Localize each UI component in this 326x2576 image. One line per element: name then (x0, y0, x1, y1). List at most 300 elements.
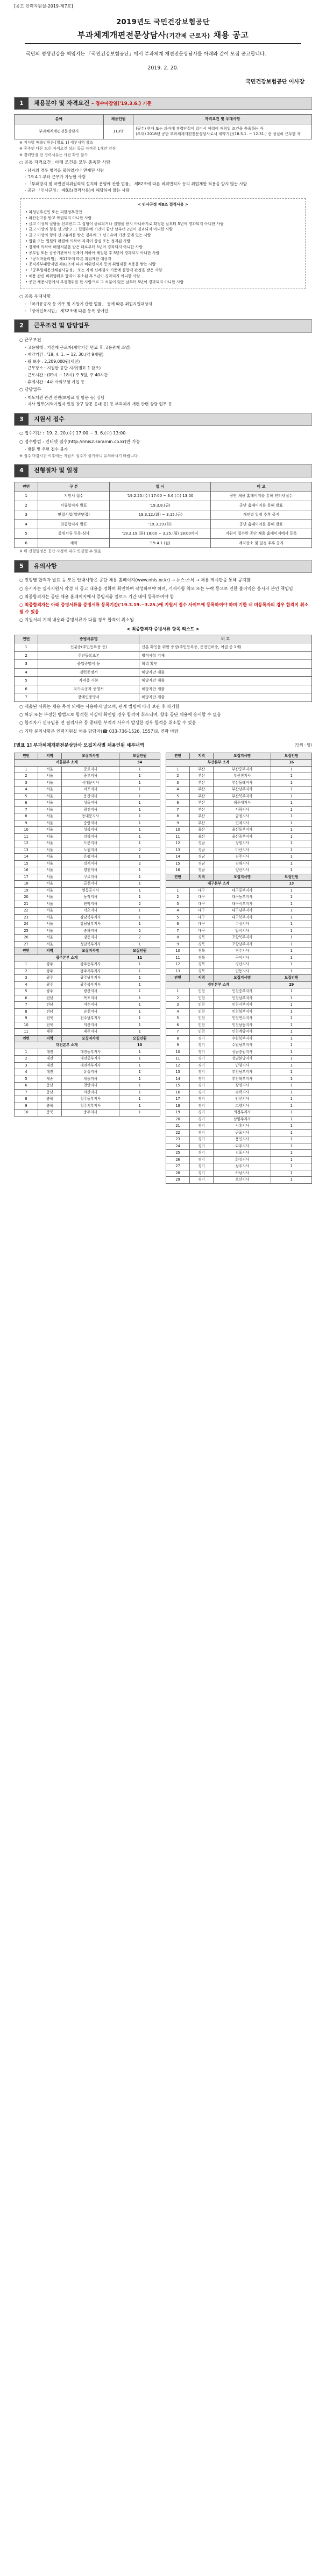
annex-header-row (166, 874, 312, 881)
table-row (166, 1042, 312, 1049)
disq-item: • 파산선고를 받고 복권되지 아니한 사람 (25, 215, 92, 220)
col-header: 모집지사명 (214, 753, 271, 760)
condition-item: - 고용형태 : 기간제 근로자(계약기간 만료 후 고용관계 소멸) (25, 345, 131, 350)
cell: 1 (15, 643, 38, 652)
cell: 15 (166, 860, 190, 867)
title-part-a: 부과체계개편전문상담사 (77, 30, 166, 40)
cell: 21 (15, 901, 38, 908)
table-row (166, 813, 312, 820)
cell: 1 (119, 1110, 160, 1117)
cell: 부산북부지사 (214, 793, 271, 800)
cell: 1 (271, 820, 312, 827)
annex-subtotal-row (15, 1042, 160, 1049)
cell: 여수지사 (62, 1002, 119, 1009)
cell: 20 (15, 894, 38, 901)
cell: 청주서부지사 (62, 1103, 119, 1110)
cell: 계약장소 및 일정 추후 공지 (210, 538, 311, 548)
cell: 중랑지사 (62, 820, 119, 827)
disq-item: • 피성년후견인 또는 피한정후견인 (25, 209, 82, 214)
doc-table (14, 635, 312, 702)
disq-title: < 인사규정 제8조 결격사유 > (138, 202, 188, 207)
caution-item: ○ 지원서의 기재 내용과 증빙서류가 다를 경우 합격이 취소됨 (19, 617, 134, 623)
cell: 부산 (190, 787, 214, 794)
table-row (166, 840, 312, 847)
cell: 아산지사 (62, 1089, 119, 1096)
duty-item: - 지사 업무(지역가입자 민원 창구 방문 응대 등) 등 부과체계 개편 관련 상담 업무 등 (25, 402, 172, 407)
cell: 연제지사 (214, 820, 271, 827)
disq-item: • 「공직자윤리법」 제17조에 따른 취업제한 대상자 (25, 256, 111, 261)
table-row (166, 887, 312, 894)
cell: 1 (119, 941, 160, 948)
table-row (166, 1029, 312, 1036)
cell: 2 (166, 894, 190, 901)
table-row (15, 766, 160, 773)
cell: 도봉지사 (62, 840, 119, 847)
cell: 김해지사 (214, 860, 271, 867)
table-row (166, 847, 312, 854)
cell: 26 (166, 1156, 190, 1163)
table-row (166, 1008, 312, 1015)
cell: 1 (271, 914, 312, 921)
cell: 경북 (190, 941, 214, 948)
cell: 2 (119, 935, 160, 942)
pref-item: - 「장애인복지법」 제32조에 따른 등록 장애인 (25, 308, 109, 313)
subtotal-count: 11 (119, 954, 160, 961)
cell: 인천남부지사 (214, 995, 271, 1002)
cell: 8 (15, 1008, 38, 1015)
table-row (166, 1136, 312, 1143)
cell: 노원지사 (62, 847, 119, 854)
cell: 1 (271, 813, 312, 820)
cell: 광주 (38, 968, 62, 975)
cell: 면접시험(일반면접) (38, 510, 110, 520)
table-row (166, 901, 312, 908)
cell: 1 (119, 806, 160, 813)
table-row (15, 1049, 160, 1056)
table-row (166, 914, 312, 921)
table-row (15, 881, 160, 888)
cell: 10 (166, 948, 190, 955)
cell: 인천중부지사 (214, 988, 271, 995)
cell: 1 (271, 887, 312, 894)
table-row (15, 1022, 160, 1029)
cell: 5 (15, 677, 38, 685)
table-row (15, 538, 312, 548)
table-row (166, 766, 312, 773)
condition-item: - 계약기간 : '19. 4. 1. ~ 12. 30.(약 9개월) (25, 352, 104, 357)
table-row (166, 1015, 312, 1022)
disq-item: • 채용 관련 비위행위로 합격이 취소된 후 5년이 경과되지 아니한 사람 (25, 274, 140, 279)
cell: 광진지사 (62, 806, 119, 813)
cell: 1 (271, 1150, 312, 1157)
col-header: 연번 (15, 753, 38, 760)
cell: 1 (271, 773, 312, 780)
cell: 1 (271, 766, 312, 773)
cell: 서울 (38, 766, 62, 773)
table-row (166, 867, 312, 874)
table-row (166, 820, 312, 827)
cell: 성동지사 (62, 800, 119, 807)
cell: 1 (271, 995, 312, 1002)
cell: 5 (166, 1015, 190, 1022)
cell: 3 (166, 1002, 190, 1009)
cell: 2 (15, 968, 38, 975)
cell: 1 (271, 1015, 312, 1022)
annex-subtotal-row (15, 760, 160, 767)
cell: 부천남부지사 (214, 1069, 271, 1076)
cell: 11 (166, 954, 190, 961)
cell: 1 (119, 894, 160, 901)
cell: 오산지사 (214, 1177, 271, 1184)
annex-subtotal-row (166, 881, 312, 888)
col-header: 모집인원 (119, 753, 160, 760)
disq-item: • 징계에 의하여 해임처분을 받은 때로부터 5년이 경과되지 아니한 사람 (25, 244, 143, 249)
cell: 경기 (190, 1096, 214, 1103)
cell: 9 (166, 820, 190, 827)
subtotal-count: 16 (271, 760, 312, 767)
cell: 금천지사 (62, 881, 119, 888)
section-title (29, 97, 311, 110)
cell: 2 (119, 901, 160, 908)
caution-after: ○ 합격자가 신규임용 전 결격사유 등 중대한 부적격 사유가 발생한 경우 합격을 취소할 수 있음 (19, 720, 196, 726)
schedule-table (14, 482, 312, 549)
col-header: 지역 (190, 874, 214, 881)
cell: 광명지사 (214, 1083, 271, 1090)
table-row (166, 1062, 312, 1069)
cell: 부천북부지사 (214, 1076, 271, 1083)
title-part-b: (기간제 근로자) (166, 32, 210, 39)
cell: 최종합격자 발표 (38, 520, 110, 529)
col-header: 연번 (15, 1035, 38, 1042)
annex-header-row (15, 948, 160, 955)
cell: 25 (166, 1150, 190, 1157)
conditions-title: ○ 근무조건 (19, 337, 41, 342)
cell: 3 (15, 975, 38, 982)
cell: 충북 (38, 1110, 62, 1117)
cell: 1 (119, 1103, 160, 1110)
cell: 4 (166, 787, 190, 794)
table-row (15, 685, 312, 693)
cell: 서울 (38, 874, 62, 881)
cell: 1 (119, 840, 160, 847)
cell: 지원서 접수한 공단 채용 홈페이지에서 등록 (210, 529, 311, 539)
subtotal-count: 13 (271, 881, 312, 888)
cell: 경산지사 (214, 961, 271, 968)
col-header: 일 시 (109, 482, 210, 492)
apply-note: ※ 접수 마감시간 이후에는 지원서 접수가 불가하니 유의하시기 바랍니다. (19, 453, 139, 458)
cell: 학력 확인 (139, 660, 312, 669)
table-row (166, 1110, 312, 1117)
cell: 주민등록초본 (38, 651, 139, 660)
cell: 9 (15, 1015, 38, 1022)
annex-subtotal-row (166, 981, 312, 988)
disq-item: • 금고 이상의 형을 선고받고 그 집행유예 기간이 끝난 날부터 2년이 경과되지 아니한 사람 (25, 227, 173, 232)
cell: 충북 (38, 1096, 62, 1103)
col-header: 자격요건 및 우대사항 (133, 115, 312, 124)
cell: 8 (166, 813, 190, 820)
cell: 경기 (190, 1035, 214, 1042)
cell: 서울 (38, 935, 62, 942)
table-row (15, 908, 160, 915)
cell: 1 (271, 840, 312, 847)
condition-item: - 근무장소 : 지원한 공단 지사(별표 1 참조) (25, 366, 101, 371)
cell: 5 (15, 1076, 38, 1083)
cell: 파주지사 (214, 1143, 271, 1150)
cell: 해운대지사 (214, 800, 271, 807)
cell: '19.3.8.(금) (109, 501, 210, 510)
disq-item: • 법률 또는 법원의 판결에 의하여 자격이 상실 또는 정지된 사람 (25, 239, 131, 244)
section-5-header (14, 560, 312, 573)
cell: 12 (166, 840, 190, 847)
cell: 20 (166, 1116, 190, 1123)
cell: 2 (119, 860, 160, 867)
cell: 10 (15, 1022, 38, 1029)
cell: 6 (166, 1022, 190, 1029)
cell: 11 (15, 833, 38, 840)
table-row (15, 928, 160, 935)
cell: 1 (119, 766, 160, 773)
caution-item: ○ 전형별 합격자 발표 등 모든 안내사항은 공단 채용 홈페이지(www.nhis.or.kr) → 뉴스·소식 → 채용 게시판을 통해 공지함 (19, 578, 251, 583)
table-row (166, 1177, 312, 1184)
cell: 1 (119, 787, 160, 794)
title-part-c: 채용 공고 (213, 30, 249, 40)
cell: 부산남부지사 (214, 787, 271, 794)
cell: 울산 (190, 827, 214, 834)
cell: 1 (15, 766, 38, 773)
cell: 1 (119, 833, 160, 840)
cell: 부산 (190, 793, 214, 800)
table-row (15, 860, 160, 867)
table-row (15, 651, 312, 660)
subtotal-label: 경인본부 소계 (166, 981, 271, 988)
cell: 중부지사 (62, 773, 119, 780)
table-row (166, 1103, 312, 1110)
cell: '19.3.19.(화) 18:00 ~ 3.25.(월) 18:00까지 (109, 529, 210, 539)
cell: 수원남부지사 (214, 1042, 271, 1049)
table-row (15, 1103, 160, 1110)
table-row (15, 941, 160, 948)
col-header: 연번 (166, 975, 190, 982)
disq-item: • 금고 이상의 실형을 선고받고 그 집행이 종료되거나 집행을 받지 아니하기로 확정된 날부터 5년이 경과되지 아니한 사람 (25, 221, 224, 226)
cell: 대구중부지사 (214, 887, 271, 894)
cell: 마산지사 (214, 847, 271, 854)
section-number: 3 (15, 413, 29, 426)
table-row (166, 1076, 312, 1083)
cell: 경기 (190, 1083, 214, 1090)
cell: 1 (271, 1062, 312, 1069)
cell: 1 (271, 1170, 312, 1177)
caution-item: ○ 최종합격자는 아래 증빙서류를 증빙서류 등록기간('19.3.19.~3.25.)에 지원서 접수 사이트에 등록하여야 하며 기한 내 미등록자의 경우 합격이 취소될 수 있음 (19, 602, 309, 614)
cell: 경기 (190, 1143, 214, 1150)
cell: 광주동부지사 (62, 961, 119, 968)
cell: 5 (15, 988, 38, 995)
table-row (15, 840, 160, 847)
annex-left-table (14, 753, 160, 1117)
cell: 부산 (190, 806, 214, 813)
cell: '19.3.19.(화) (109, 520, 210, 529)
cell: 부산중부지사 (214, 766, 271, 773)
duty-title: ○ 담당업무 (19, 387, 41, 392)
section-title: 지원서 접수 (29, 413, 311, 426)
table-row (166, 1002, 312, 1009)
cell: 1 (271, 1002, 312, 1009)
cell: 해당자만 제출 (139, 685, 312, 693)
cell: 서울 (38, 860, 62, 867)
cell: 전남 (38, 1002, 62, 1009)
cell: '19.4.1.(월) (109, 538, 210, 548)
cell: 1 (271, 847, 312, 854)
cell: 동작지사 (62, 894, 119, 901)
table-row (15, 1096, 160, 1103)
cell: 자격증 사본 (38, 677, 139, 685)
cell: 경북 (190, 968, 214, 975)
table-row (166, 968, 312, 975)
cell: 수원북부지사 (214, 1035, 271, 1042)
cell: 14 (166, 854, 190, 861)
table-row (166, 1049, 312, 1056)
cell: '19.2.20.(수) 17:00 ~ 3.6.(수) 13:00 (109, 492, 210, 501)
section-title: 근무조건 및 담당업무 (29, 320, 311, 332)
cell: 구미지사 (214, 954, 271, 961)
section-subtitle: – 접수마감일('19.3.6.) 기준 (91, 101, 152, 107)
table-row (15, 874, 160, 881)
annex-header-row (15, 753, 160, 760)
cell: 1 (271, 1042, 312, 1049)
table-row (166, 1035, 312, 1042)
section-number: 5 (15, 560, 29, 573)
cell: 27 (166, 1163, 190, 1170)
cell: 3 (15, 660, 38, 669)
subtotal-count: 34 (119, 760, 160, 767)
cell: 경기 (190, 1110, 214, 1117)
table-row (166, 1170, 312, 1177)
cell: 6 (166, 800, 190, 807)
cell: 공단 홈페이지를 통해 발표 (210, 501, 311, 510)
cell: 21 (166, 1123, 190, 1130)
cell: 1 (271, 908, 312, 915)
recruit-field-table (14, 114, 312, 139)
cell: 대구 (190, 921, 214, 928)
section-3-header (14, 413, 312, 426)
col-header: 모집인원 (119, 1035, 160, 1042)
cell: 4 (166, 1008, 190, 1015)
cell: 부산 (190, 766, 214, 773)
table-row (15, 935, 160, 942)
title-rule (25, 43, 301, 44)
table-row (15, 1089, 160, 1096)
disq-item: • 공직자부패방지법 제82조에 따라 비위면직자 등의 취업제한 적용을 받는 사람 (25, 262, 156, 267)
cell: 수성지사 (214, 921, 271, 928)
cell: 10 (15, 1110, 38, 1117)
subtotal-count: 10 (119, 1042, 160, 1049)
cell: 성남북부지사 (62, 941, 119, 948)
col-header: 모집지사명 (62, 948, 119, 955)
table-row (166, 1096, 312, 1103)
col-header: 증빙서류명 (38, 635, 139, 643)
cell: 경남 (190, 854, 214, 861)
cell: 1 (271, 780, 312, 787)
cell: 24 (166, 1143, 190, 1150)
section-title: 전형절차 및 일정 (29, 465, 311, 477)
cell: 구로지사 (62, 874, 119, 881)
cell: 서울 (38, 847, 62, 854)
cell: 익산지사 (62, 1022, 119, 1029)
table-row (15, 894, 160, 901)
cell: 부산 (190, 773, 214, 780)
cell: 강남북부지사 (62, 914, 119, 921)
cell: 화성지사 (214, 1156, 271, 1163)
cell: 1 (271, 1049, 312, 1056)
cell: 인천 (190, 1008, 214, 1015)
col-header: 연번 (15, 948, 38, 955)
cell: 마포지사 (62, 787, 119, 794)
col-header: 지역 (38, 1035, 62, 1042)
cell: 6 (15, 685, 38, 693)
cell: 경기 (190, 1136, 214, 1143)
table-row (166, 787, 312, 794)
section-2-header (14, 319, 312, 333)
cell: 성북지사 (62, 827, 119, 834)
cell: 1 (271, 968, 312, 975)
cell: 1 (119, 813, 160, 820)
cell: 2 (15, 651, 38, 660)
annex-title (14, 742, 312, 749)
table-row (15, 975, 160, 982)
cell: 개인별 일정 추후 공지 (210, 510, 311, 520)
col-header: 구 분 (38, 482, 110, 492)
cell: 충북 (38, 1103, 62, 1110)
cell: 서울 (38, 787, 62, 794)
cell: 2 (166, 773, 190, 780)
cell: 1 (119, 881, 160, 888)
pref-title: ○ 공통 우대사항 (19, 293, 51, 299)
cell: 용산지사 (62, 793, 119, 800)
cell: 13 (166, 847, 190, 854)
cell: 1 (271, 1129, 312, 1136)
table-row (15, 529, 312, 539)
cell: 세종지사 (62, 1076, 119, 1083)
cell: 대구 (190, 901, 214, 908)
table-row (15, 793, 160, 800)
cell: 경기 (190, 1129, 214, 1136)
apply-item: - 방문 및 우편 접수 불가 (25, 447, 68, 452)
cell: 22 (166, 1129, 190, 1136)
cell: 경북 (190, 935, 214, 942)
cell: 강서지사 (62, 860, 119, 867)
cell: 서울 (38, 921, 62, 928)
cell: 광주 (38, 981, 62, 988)
cell: 12 (166, 1062, 190, 1069)
cell: 1 (119, 1083, 160, 1090)
cell: 6 (15, 995, 38, 1002)
cell: 대구남부지사 (214, 908, 271, 915)
table-row (15, 780, 160, 787)
cell: 7 (166, 806, 190, 813)
apply-method[interactable]: ○ 접수방법 : 인터넷 접수(http://nhis2.saramin.co.kr)만 가능 (19, 439, 140, 444)
table-row (15, 510, 312, 520)
cell: 28 (166, 1170, 190, 1177)
cell: 9 (15, 820, 38, 827)
cell: 전남 (38, 995, 62, 1002)
count-cell: 113명 (103, 124, 133, 139)
cell: 평택지사 (214, 1089, 271, 1096)
cell: 경기 (190, 1123, 214, 1130)
cell: 1 (271, 833, 312, 840)
cell: 경북 (190, 954, 214, 961)
cell: 서울 (38, 941, 62, 948)
cell: 대전 (38, 1056, 62, 1063)
cell: 6 (166, 921, 190, 928)
